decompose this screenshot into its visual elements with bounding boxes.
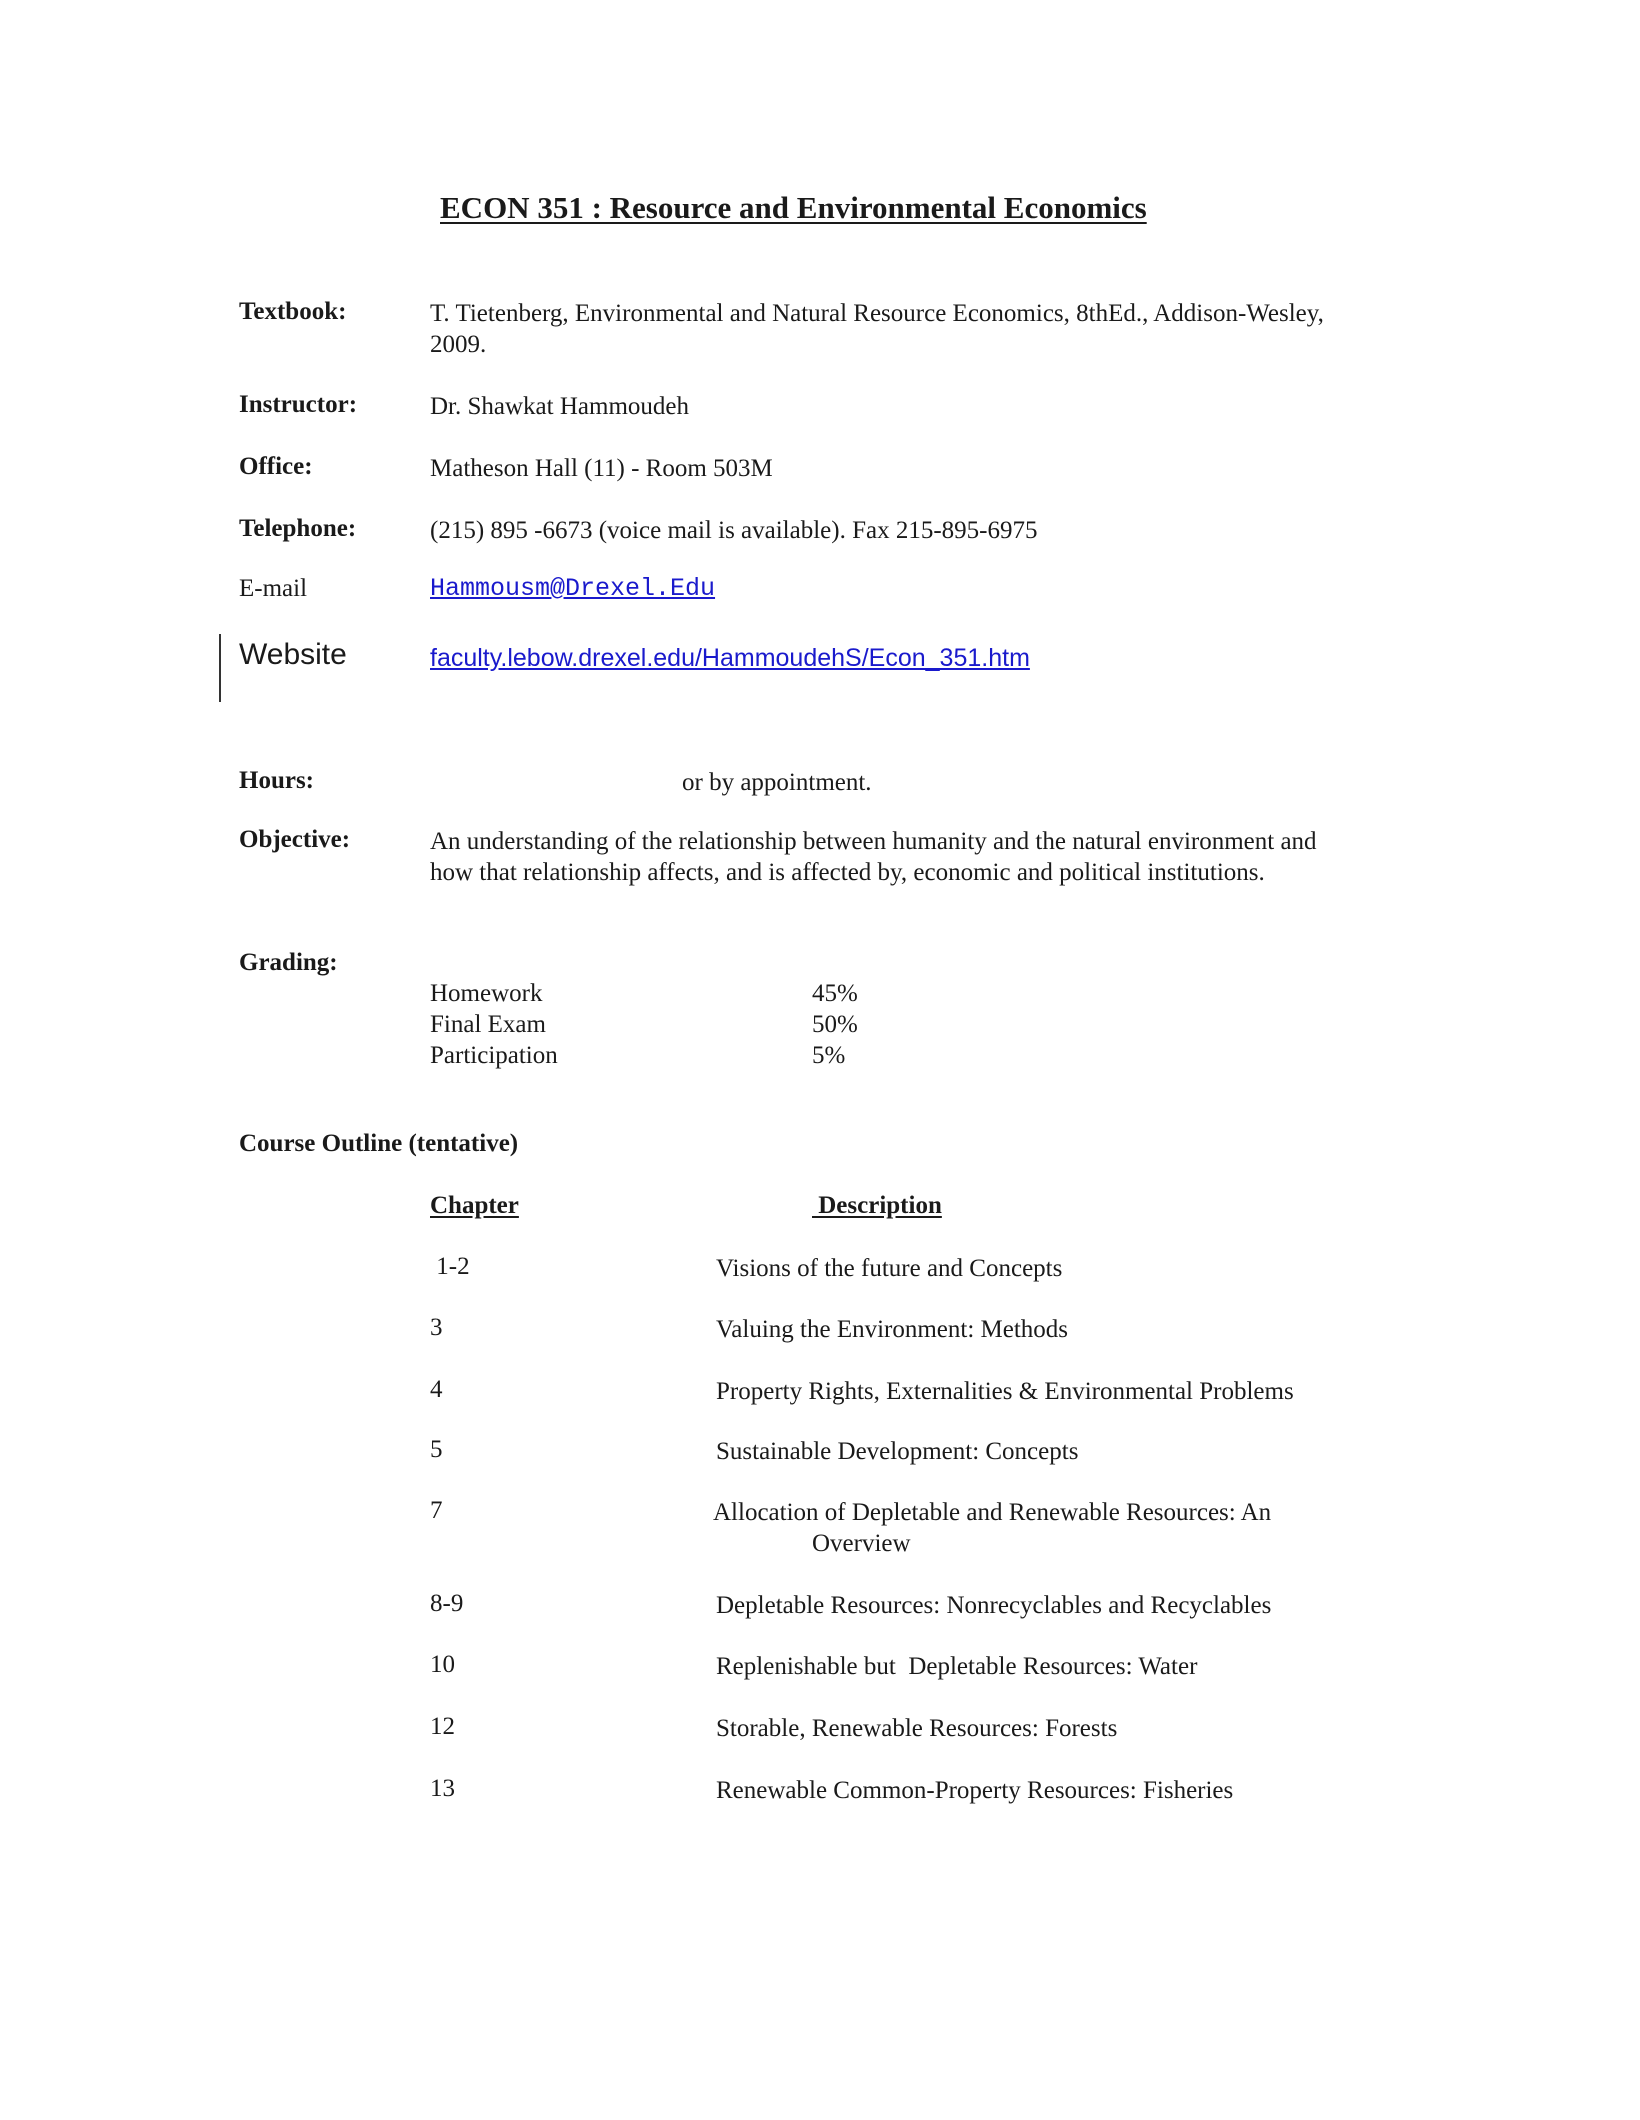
chapter-description: Property Rights, Externalities & Environmental Problems	[716, 1378, 1294, 1405]
chapter-description-continued: Overview	[812, 1530, 911, 1557]
grading-item-weight: 45%	[812, 980, 858, 1007]
website-label: Website	[239, 638, 347, 671]
chapter-number: 1-2	[430, 1253, 470, 1280]
chapter-description: Sustainable Development: Concepts	[716, 1438, 1079, 1465]
chapter-description: Storable, Renewable Resources: Forests	[716, 1715, 1118, 1742]
chapter-column-header: Chapter	[430, 1192, 519, 1219]
chapter-number: 3	[430, 1314, 443, 1341]
chapter-description: Allocation of Depletable and Renewable Resources: An	[713, 1499, 1272, 1526]
chapter-description: Visions of the future and Concepts	[716, 1255, 1063, 1282]
grading-item-name: Final Exam	[430, 1011, 546, 1038]
chapter-description: Valuing the Environment: Methods	[716, 1316, 1069, 1343]
email-link[interactable]: Hammousm@Drexel.Edu	[430, 574, 716, 603]
objective-value: An understanding of the relationship between humanity and the natural environment and how that relationship affects, and is affected by, economic and political institutions.	[430, 828, 1317, 886]
email-label: E-mail	[239, 575, 308, 602]
chapter-number: 7	[430, 1497, 443, 1524]
chapter-number: 8-9	[430, 1590, 464, 1617]
instructor-label: Instructor:	[239, 391, 358, 418]
page-title: ECON 351 : Resource and Environmental Economics	[440, 190, 1147, 225]
grading-label: Grading:	[239, 949, 338, 976]
grading-item-weight: 50%	[812, 1011, 858, 1038]
chapter-number: 13	[430, 1775, 455, 1802]
textbook-value: T. Tietenberg, Environmental and Natural Resource Economics, 8thEd., Addison-Wesley, 2009.	[430, 300, 1324, 358]
website-link[interactable]: faculty.lebow.drexel.edu/HammoudehS/Econ_351.htm	[430, 644, 1030, 672]
office-value: Matheson Hall (11) - Room 503M	[430, 455, 773, 482]
telephone-label: Telephone:	[239, 515, 357, 542]
chapter-description: Depletable Resources: Nonrecyclables and Recyclables	[716, 1592, 1272, 1619]
textbook-label: Textbook:	[239, 298, 347, 325]
office-label: Office:	[239, 453, 313, 480]
hours-label: Hours:	[239, 767, 314, 794]
chapter-number: 5	[430, 1436, 443, 1463]
objective-label: Objective:	[239, 826, 351, 853]
chapter-description: Replenishable but Depletable Resources: Water	[716, 1653, 1198, 1680]
chapter-number: 4	[430, 1376, 443, 1403]
description-column-header: Description	[812, 1192, 942, 1219]
hours-value: or by appointment.	[682, 769, 872, 796]
grading-item-weight: 5%	[812, 1042, 846, 1069]
chapter-description: Renewable Common-Property Resources: Fisheries	[716, 1777, 1234, 1804]
grading-item-name: Participation	[430, 1042, 558, 1069]
outline-heading: Course Outline (tentative)	[239, 1130, 519, 1157]
grading-item-name: Homework	[430, 980, 543, 1007]
chapter-number: 12	[430, 1713, 455, 1740]
chapter-number: 10	[430, 1651, 455, 1678]
telephone-value: (215) 895 -6673 (voice mail is available). Fax 215-895-6975	[430, 517, 1038, 544]
margin-change-bar	[219, 634, 221, 702]
instructor-value: Dr. Shawkat Hammoudeh	[430, 393, 689, 420]
